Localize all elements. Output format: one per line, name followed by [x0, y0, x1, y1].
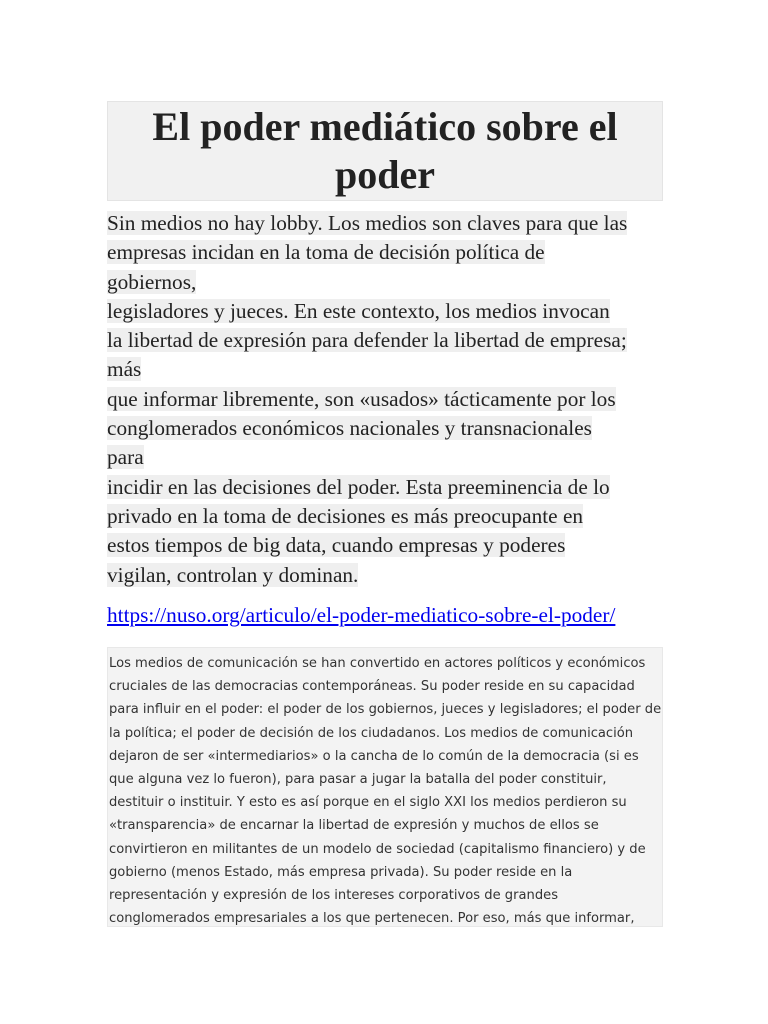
lead-line-6: más: [107, 357, 142, 382]
excerpt-line-11: representación y expresión de los intereses corporativos de grandes: [109, 888, 559, 904]
excerpt-line-6: que alguna vez lo fueron), para pasar a jugar la batalla del poder constituir,: [109, 772, 607, 788]
lead-line-11: privado en la toma de decisiones es más preocupante en: [107, 503, 584, 528]
lead-line-13: vigilan, controlan y dominan.: [107, 562, 359, 587]
lead-line-4: legisladores y jueces. En este contexto, los medios invocan: [107, 298, 610, 323]
excerpt-line-4: la política; el poder de decisión de los ciudadanos. Los medios de comunicación: [109, 725, 634, 741]
source-link-row: [107, 600, 663, 632]
excerpt-line-5: dejaron de ser «intermediarios» o la cancha de lo común de la democracia (si es: [109, 748, 639, 764]
lead-line-10: incidir en las decisiones del poder. Esta preeminencia de lo: [107, 474, 610, 499]
lead-line-7: que informar libremente, son «usados» tácticamente por los: [107, 386, 616, 411]
lead-line-3: gobiernos,: [107, 269, 197, 294]
source-link[interactable]: https://nuso.org/articulo/el-poder-mediatico-sobre-el-poder/: [107, 602, 616, 627]
excerpt-line-12: conglomerados empresariales a los que pertenecen. Por eso, más que informar,: [109, 911, 635, 927]
excerpt-line-1: Los medios de comunicación se han convertido en actores políticos y económicos: [109, 656, 646, 671]
lead-line-1: Sin medios no hay lobby. Los medios son claves para que las: [107, 211, 628, 235]
document-page: [107, 101, 663, 632]
lead-line-12: estos tiempos de big data, cuando empresas y poderes: [107, 533, 566, 558]
page-title: El poder mediático sobre el poder: [152, 104, 618, 197]
lead-line-8: conglomerados económicos nacionales y transnacionales: [107, 416, 592, 441]
excerpt-line-7: destituir o instituir. Y esto es así porque en el siglo XXI los medios perdieron su: [109, 795, 627, 811]
lead-paragraph: [107, 209, 663, 590]
lead-line-2: empresas incidan en la toma de decisión política de: [107, 240, 545, 265]
lead-line-5: la libertad de expresión para defender la libertad de empresa;: [107, 328, 627, 353]
article-excerpt: [107, 647, 663, 927]
excerpt-line-2: cruciales de las democracias contemporáneas. Su poder reside en su capacidad: [109, 679, 635, 695]
excerpt-line-3: para influir en el poder: el poder de los gobiernos, jueces y legisladores; el poder de: [109, 702, 662, 718]
title-box: [107, 101, 663, 201]
excerpt-line-8: «transparencia» de encarnar la libertad de expresión y muchos de ellos se: [109, 818, 599, 834]
lead-line-9: para: [107, 445, 144, 470]
excerpt-line-9: convirtieron en militantes de un modelo de sociedad (capitalismo financiero) y de: [109, 841, 646, 857]
excerpt-line-10: gobierno (menos Estado, más empresa privada). Su poder reside en la: [109, 864, 573, 880]
